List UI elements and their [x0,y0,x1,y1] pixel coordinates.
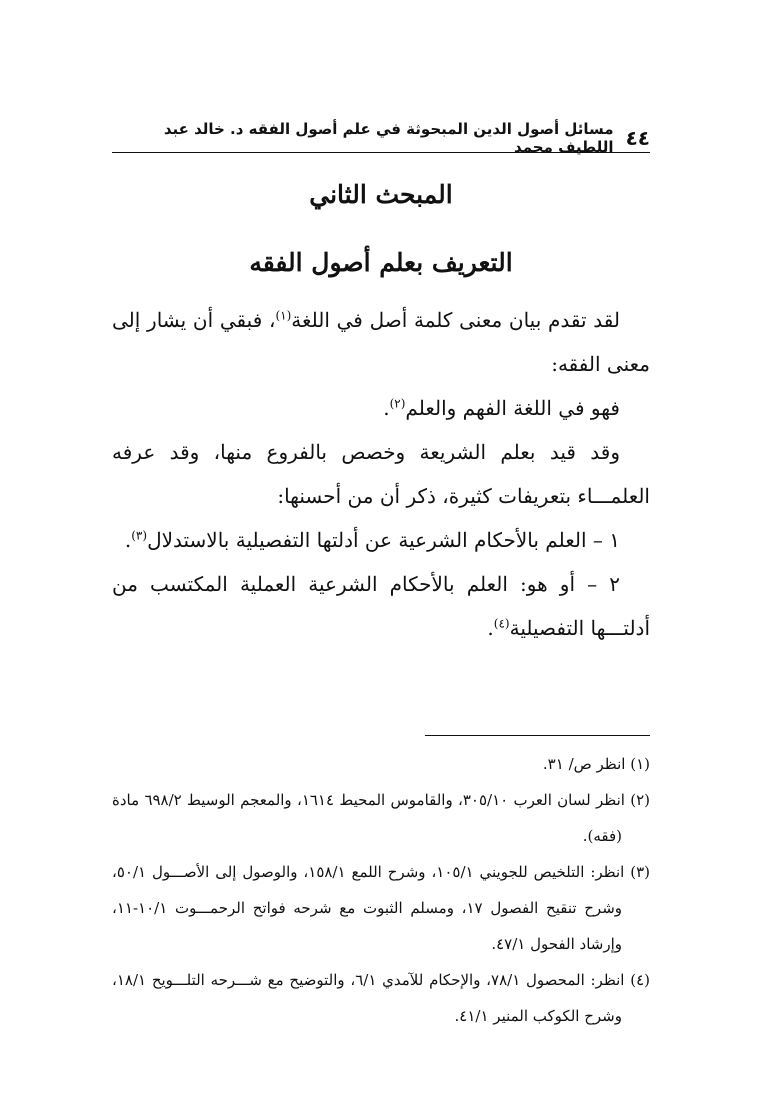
running-title: مسائل أصول الدين المبحوثة في علم أصول الفقه د. خالد عبد اللطيف محمد [163,120,614,156]
header-rule [112,152,650,153]
definition-1-end: . [124,528,132,552]
paragraph-intro [112,298,650,386]
definition-2-end: . [487,616,494,640]
section-title: المبحث الثاني [309,180,453,209]
footnote-4: (٤) انظر: المحصول ٧٨/١، والإحكام للآمدي ٦/١، والتوضيح مع شـــرحه التلـــويح ١٨/١، وشرح الكوكب المنير ٤١/١. [112,971,650,1025]
footnote-ref-2: (٢) [389,396,406,411]
footnote-ref-1: (١) [275,308,292,323]
paragraph-intro-part2: ، فبقي أن يشار إلى معنى الفقه: [112,308,650,376]
paragraph-linguistic [112,386,650,430]
footnote-2: (٢) انظر لسان العرب ٣٠٥/١٠، والقاموس المحيط ١٦١٤، والمعجم الوسيط ٦٩٨/٢ مادة (فقه). [112,791,650,845]
footnote-1: (١) انظر ص/ ٣١. [542,755,650,773]
definition-1 [112,518,650,562]
paragraph-linguistic-end: . [383,396,390,420]
footnote-ref-4: (٤) [493,616,510,631]
footnotes [112,746,650,1034]
definition-2 [112,562,650,650]
running-header [112,120,650,156]
page-number: ٤٤ [625,126,650,150]
paragraph-intro-part1: لقد تقدم بيان معنى كلمة أصل في اللغة [291,308,620,332]
section-subtitle: التعريف بعلم أصول الفقه [249,248,513,277]
definition-1-text: ١ – العلم بالأحكام الشرعية عن أدلتها التفصيلية بالاستدلال [147,528,620,552]
footnote-rule [425,735,650,736]
paragraph-technical: وقد قيد بعلم الشريعة وخصص بالفروع منها، وقد عرفه العلمـــاء بتعريفات كثيرة، ذكر أن من أحسنها: [112,440,650,508]
body-text [112,298,650,650]
paragraph-linguistic-text: فهو في اللغة الفهم والعلم [405,396,620,420]
definition-2-text: ٢ – أو هو: العلم بالأحكام الشرعية العملية المكتسب من أدلتـــها التفصيلية [112,572,650,640]
footnote-ref-3: (٣) [131,528,148,543]
footnote-3: (٣) انظر: التلخيص للجويني ١٠٥/١، وشرح اللمع ١٥٨/١، والوصول إلى الأصـــول ٥٠/١، وشرح تنقيح الفصول ١٧، ومسلم الثبوت مع شرحه فواتح الرحمـــوت ١٠/١-١١، وإرشاد الفحول ٤٧/١. [112,863,651,953]
